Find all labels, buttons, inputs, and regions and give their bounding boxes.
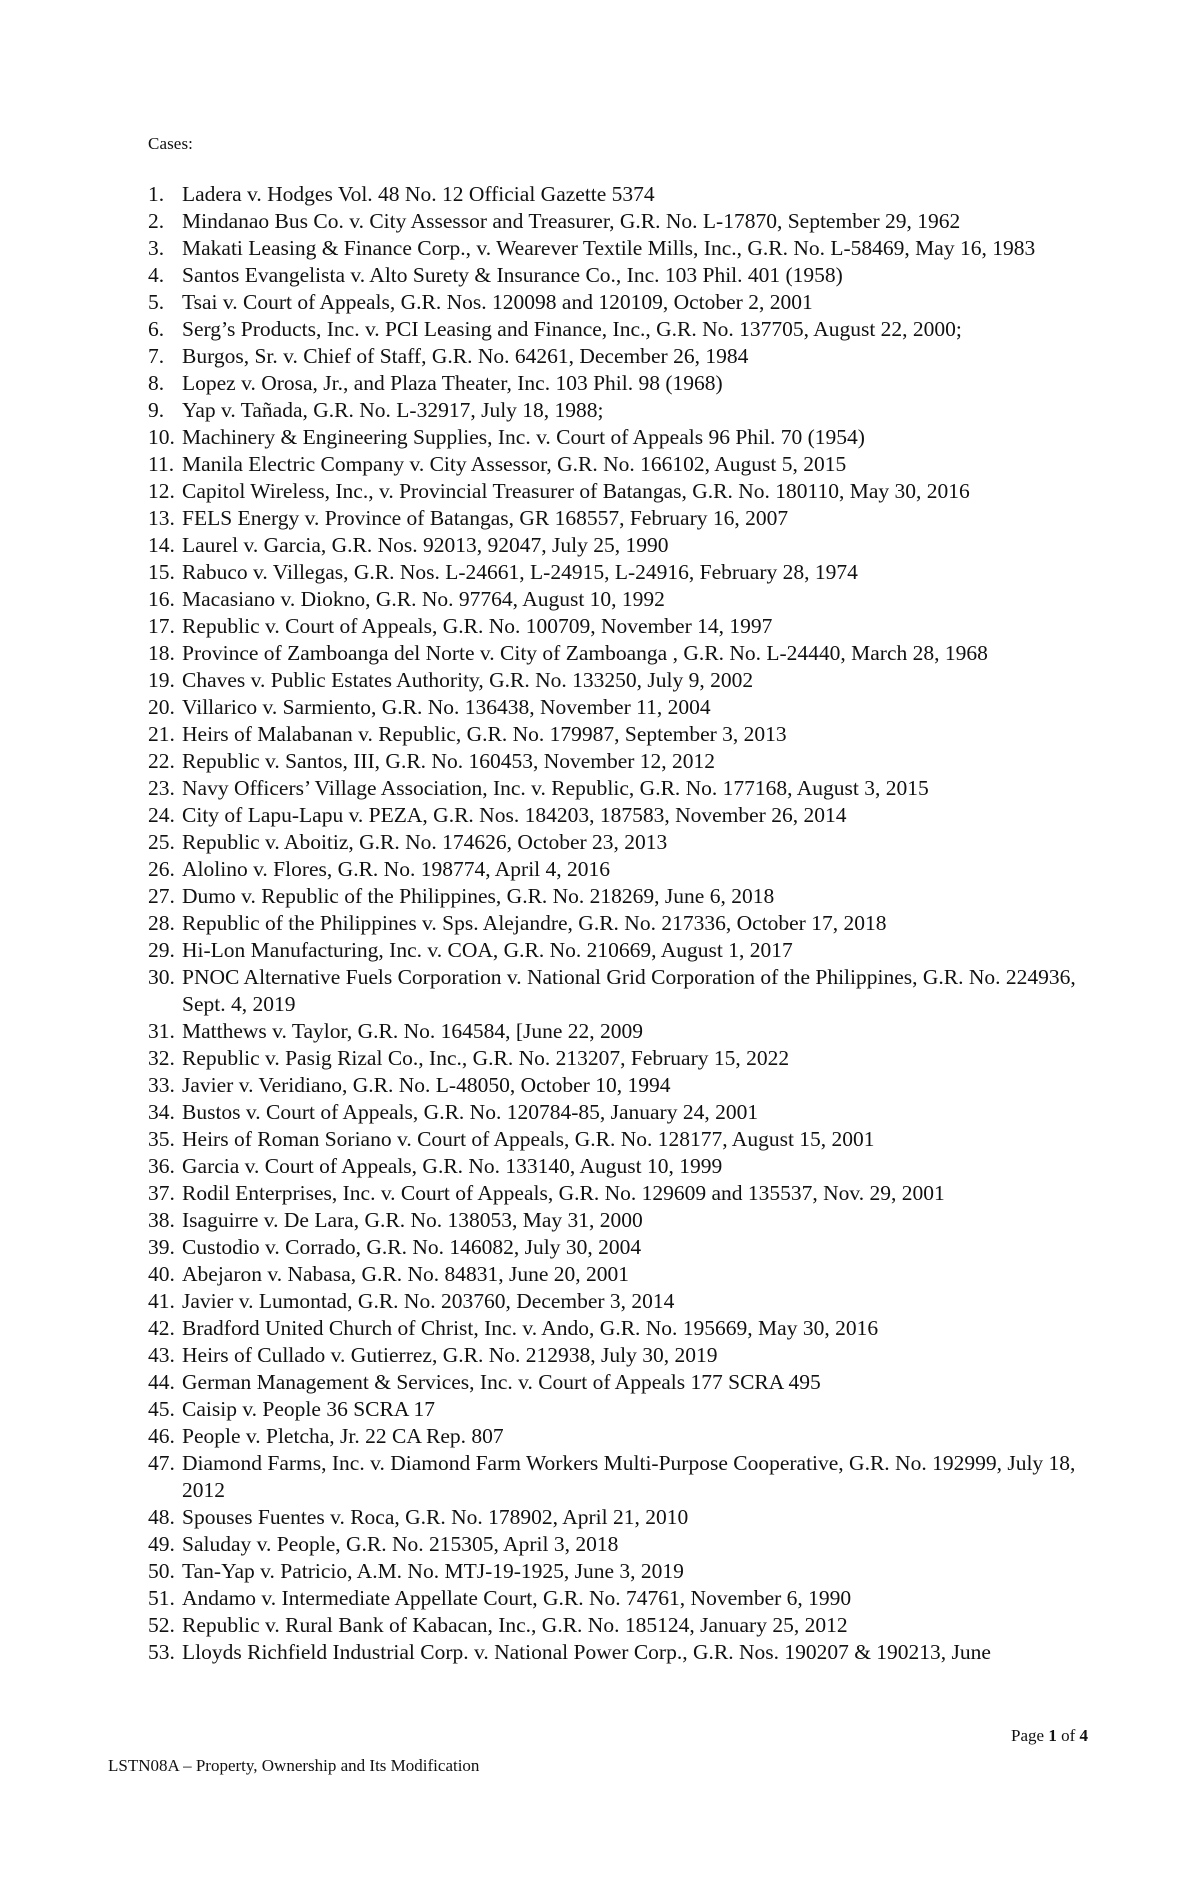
case-citation: Yap v. Tañada, G.R. No. L-32917, July 18, 1988;	[182, 398, 604, 422]
case-item	[148, 1261, 1083, 1288]
case-item	[148, 829, 1083, 856]
case-item	[148, 1315, 1083, 1342]
case-number: 1.	[148, 182, 165, 206]
case-number: 11.	[148, 452, 175, 476]
case-number: 16.	[148, 587, 175, 611]
case-number: 45.	[148, 1397, 175, 1421]
case-number: 26.	[148, 857, 175, 881]
case-item	[148, 1585, 1083, 1612]
case-citation: Bustos v. Court of Appeals, G.R. No. 120784-85, January 24, 2001	[182, 1100, 759, 1124]
case-number: 46.	[148, 1424, 175, 1448]
case-number: 28.	[148, 911, 175, 935]
case-number: 13.	[148, 506, 175, 530]
case-citation: Tan-Yap v. Patricio, A.M. No. MTJ-19-1925, June 3, 2019	[182, 1559, 684, 1583]
case-citation: Bradford United Church of Christ, Inc. v. Ando, G.R. No. 195669, May 30, 2016	[182, 1316, 879, 1340]
case-number: 23.	[148, 776, 175, 800]
case-number: 35.	[148, 1127, 175, 1151]
case-item	[148, 235, 1083, 262]
case-item	[148, 1018, 1083, 1045]
case-citation: Republic v. Pasig Rizal Co., Inc., G.R. No. 213207, February 15, 2022	[182, 1046, 790, 1070]
case-number: 37.	[148, 1181, 175, 1205]
case-citation: Rodil Enterprises, Inc. v. Court of Appeals, G.R. No. 129609 and 135537, Nov. 29, 2001	[182, 1181, 945, 1205]
case-item	[148, 1612, 1083, 1639]
case-number: 9.	[148, 398, 165, 422]
case-citation: Villarico v. Sarmiento, G.R. No. 136438, November 11, 2004	[182, 695, 711, 719]
case-number: 14.	[148, 533, 175, 557]
case-item	[148, 1369, 1083, 1396]
case-citation: Javier v. Lumontad, G.R. No. 203760, December 3, 2014	[182, 1289, 675, 1313]
case-citation: City of Lapu-Lapu v. PEZA, G.R. Nos. 184203, 187583, November 26, 2014	[182, 803, 847, 827]
case-number: 20.	[148, 695, 175, 719]
case-item	[148, 532, 1083, 559]
case-item	[148, 1558, 1083, 1585]
case-citation: FELS Energy v. Province of Batangas, GR 168557, February 16, 2007	[182, 506, 789, 530]
case-citation: Alolino v. Flores, G.R. No. 198774, April 4, 2016	[182, 857, 611, 881]
case-number: 47.	[148, 1451, 175, 1475]
case-citation: People v. Pletcha, Jr. 22 CA Rep. 807	[182, 1424, 504, 1448]
case-item	[148, 1207, 1083, 1234]
case-number: 22.	[148, 749, 175, 773]
case-citation: Republic v. Aboitiz, G.R. No. 174626, October 23, 2013	[182, 830, 668, 854]
case-citation: Province of Zamboanga del Norte v. City of Zamboanga , G.R. No. L-24440, March 28, 1968	[182, 641, 988, 665]
case-item	[148, 316, 1083, 343]
case-citation: Custodio v. Corrado, G.R. No. 146082, July 30, 2004	[182, 1235, 642, 1259]
case-number: 50.	[148, 1559, 175, 1583]
case-number: 31.	[148, 1019, 175, 1043]
page-prefix: Page	[1011, 1726, 1049, 1745]
case-item	[148, 1342, 1083, 1369]
case-item	[148, 397, 1083, 424]
case-item	[148, 262, 1083, 289]
case-number: 30.	[148, 965, 175, 989]
page-total: 4	[1079, 1726, 1088, 1745]
case-citation: Rabuco v. Villegas, G.R. Nos. L-24661, L-24915, L-24916, February 28, 1974	[182, 560, 858, 584]
case-number: 7.	[148, 344, 165, 368]
case-item	[148, 748, 1083, 775]
case-citation: Makati Leasing & Finance Corp., v. Wearever Textile Mills, Inc., G.R. No. L-58469, May 16, 1983	[182, 236, 1036, 260]
case-number: 6.	[148, 317, 165, 341]
case-citation: Abejaron v. Nabasa, G.R. No. 84831, June 20, 2001	[182, 1262, 630, 1286]
case-item	[148, 343, 1083, 370]
case-item	[148, 1153, 1083, 1180]
case-item	[148, 208, 1083, 235]
case-item	[148, 505, 1083, 532]
case-number: 51.	[148, 1586, 175, 1610]
case-citation: Republic v. Santos, III, G.R. No. 160453, November 12, 2012	[182, 749, 716, 773]
case-number: 34.	[148, 1100, 175, 1124]
case-citation: Tsai v. Court of Appeals, G.R. Nos. 120098 and 120109, October 2, 2001	[182, 290, 813, 314]
case-number: 24.	[148, 803, 175, 827]
case-item	[148, 1639, 1083, 1666]
case-number: 49.	[148, 1532, 175, 1556]
case-citation: Spouses Fuentes v. Roca, G.R. No. 178902, April 21, 2010	[182, 1505, 689, 1529]
page-current: 1	[1048, 1726, 1057, 1745]
case-number: 39.	[148, 1235, 175, 1259]
case-item	[148, 1126, 1083, 1153]
case-citation: Heirs of Roman Soriano v. Court of Appeals, G.R. No. 128177, August 15, 2001	[182, 1127, 875, 1151]
case-number: 32.	[148, 1046, 175, 1070]
case-item	[148, 181, 1083, 208]
case-number: 19.	[148, 668, 175, 692]
case-item	[148, 1234, 1083, 1261]
case-citation: Republic v. Rural Bank of Kabacan, Inc., G.R. No. 185124, January 25, 2012	[182, 1613, 848, 1637]
case-number: 36.	[148, 1154, 175, 1178]
case-citation: Serg’s Products, Inc. v. PCI Leasing and Finance, Inc., G.R. No. 137705, August 22, 2000;	[182, 317, 962, 341]
page-of: of	[1056, 1726, 1080, 1745]
case-number: 48.	[148, 1505, 175, 1529]
case-citation: Manila Electric Company v. City Assessor, G.R. No. 166102, August 5, 2015	[182, 452, 847, 476]
case-citation: Macasiano v. Diokno, G.R. No. 97764, August 10, 1992	[182, 587, 665, 611]
case-citation: Garcia v. Court of Appeals, G.R. No. 133140, August 10, 1999	[182, 1154, 723, 1178]
case-item	[148, 1450, 1083, 1504]
case-number: 43.	[148, 1343, 175, 1367]
case-citation: Santos Evangelista v. Alto Surety & Insurance Co., Inc. 103 Phil. 401 (1958)	[182, 263, 843, 287]
case-number: 12.	[148, 479, 175, 503]
case-number: 33.	[148, 1073, 175, 1097]
case-number: 41.	[148, 1289, 175, 1313]
case-number: 21.	[148, 722, 175, 746]
case-item	[148, 856, 1083, 883]
case-item	[148, 1180, 1083, 1207]
case-citation: Chaves v. Public Estates Authority, G.R. No. 133250, July 9, 2002	[182, 668, 754, 692]
case-citation: Ladera v. Hodges Vol. 48 No. 12 Official Gazette 5374	[182, 182, 655, 206]
case-number: 10.	[148, 425, 175, 449]
case-item	[148, 1045, 1083, 1072]
case-item	[148, 289, 1083, 316]
case-item	[148, 937, 1083, 964]
case-number: 8.	[148, 371, 165, 395]
case-number: 17.	[148, 614, 175, 638]
case-citation: Lloyds Richfield Industrial Corp. v. National Power Corp., G.R. Nos. 190207 & 190213, June	[182, 1640, 991, 1664]
case-citation: Caisip v. People 36 SCRA 17	[182, 1397, 436, 1421]
case-number: 52.	[148, 1613, 175, 1637]
case-item	[148, 1396, 1083, 1423]
case-citation: Javier v. Veridiano, G.R. No. L-48050, October 10, 1994	[182, 1073, 671, 1097]
case-citation: PNOC Alternative Fuels Corporation v. National Grid Corporation of the Philippines, G.R. No. 224936, Sept. 4, 2019	[182, 965, 1076, 1016]
case-item	[148, 964, 1083, 1018]
case-citation: Navy Officers’ Village Association, Inc. v. Republic, G.R. No. 177168, August 3, 2015	[182, 776, 929, 800]
page-number	[1011, 1726, 1088, 1746]
case-item	[148, 1423, 1083, 1450]
case-citation: Laurel v. Garcia, G.R. Nos. 92013, 92047, July 25, 1990	[182, 533, 669, 557]
case-item	[148, 883, 1083, 910]
case-item	[148, 802, 1083, 829]
case-citation: Machinery & Engineering Supplies, Inc. v. Court of Appeals 96 Phil. 70 (1954)	[182, 425, 865, 449]
case-citation: German Management & Services, Inc. v. Court of Appeals 177 SCRA 495	[182, 1370, 821, 1394]
case-citation: Andamo v. Intermediate Appellate Court, G.R. No. 74761, November 6, 1990	[182, 1586, 852, 1610]
case-number: 42.	[148, 1316, 175, 1340]
case-item	[148, 775, 1083, 802]
case-citation: Hi-Lon Manufacturing, Inc. v. COA, G.R. No. 210669, August 1, 2017	[182, 938, 793, 962]
case-number: 40.	[148, 1262, 175, 1286]
case-citation: Heirs of Cullado v. Gutierrez, G.R. No. 212938, July 30, 2019	[182, 1343, 718, 1367]
case-item	[148, 640, 1083, 667]
cases-heading: Cases:	[148, 134, 193, 153]
case-number: 25.	[148, 830, 175, 854]
case-number: 2.	[148, 209, 165, 233]
case-number: 29.	[148, 938, 175, 962]
case-number: 4.	[148, 263, 165, 287]
case-item	[148, 613, 1083, 640]
case-item	[148, 559, 1083, 586]
case-item	[148, 1504, 1083, 1531]
case-citation: Capitol Wireless, Inc., v. Provincial Treasurer of Batangas, G.R. No. 180110, May 30, 2016	[182, 479, 970, 503]
case-citation: Republic v. Court of Appeals, G.R. No. 100709, November 14, 1997	[182, 614, 773, 638]
case-citation: Dumo v. Republic of the Philippines, G.R. No. 218269, June 6, 2018	[182, 884, 775, 908]
case-item	[148, 1531, 1083, 1558]
case-citation: Republic of the Philippines v. Sps. Alejandre, G.R. No. 217336, October 17, 2018	[182, 911, 887, 935]
case-citation: Diamond Farms, Inc. v. Diamond Farm Workers Multi-Purpose Cooperative, G.R. No. 192999, July 18, 2012	[182, 1451, 1076, 1502]
case-citation: Heirs of Malabanan v. Republic, G.R. No. 179987, September 3, 2013	[182, 722, 787, 746]
case-item	[148, 424, 1083, 451]
case-number: 44.	[148, 1370, 175, 1394]
case-number: 15.	[148, 560, 175, 584]
case-item	[148, 1288, 1083, 1315]
case-item	[148, 478, 1083, 505]
case-list	[148, 181, 1083, 1666]
case-citation: Saluday v. People, G.R. No. 215305, April 3, 2018	[182, 1532, 619, 1556]
case-item	[148, 694, 1083, 721]
case-item	[148, 451, 1083, 478]
case-item	[148, 1072, 1083, 1099]
case-citation: Isaguirre v. De Lara, G.R. No. 138053, May 31, 2000	[182, 1208, 643, 1232]
case-item	[148, 667, 1083, 694]
case-item	[148, 721, 1083, 748]
case-number: 3.	[148, 236, 165, 260]
case-item	[148, 586, 1083, 613]
case-item	[148, 370, 1083, 397]
case-citation: Matthews v. Taylor, G.R. No. 164584, [June 22, 2009	[182, 1019, 644, 1043]
case-number: 53.	[148, 1640, 175, 1664]
case-citation: Burgos, Sr. v. Chief of Staff, G.R. No. 64261, December 26, 1984	[182, 344, 749, 368]
case-number: 38.	[148, 1208, 175, 1232]
case-citation: Lopez v. Orosa, Jr., and Plaza Theater, Inc. 103 Phil. 98 (1968)	[182, 371, 723, 395]
case-number: 5.	[148, 290, 165, 314]
case-number: 27.	[148, 884, 175, 908]
case-item	[148, 1099, 1083, 1126]
course-footer: LSTN08A – Property, Ownership and Its Modification	[108, 1756, 480, 1775]
case-citation: Mindanao Bus Co. v. City Assessor and Treasurer, G.R. No. L-17870, September 29, 1962	[182, 209, 961, 233]
case-number: 18.	[148, 641, 175, 665]
case-item	[148, 910, 1083, 937]
